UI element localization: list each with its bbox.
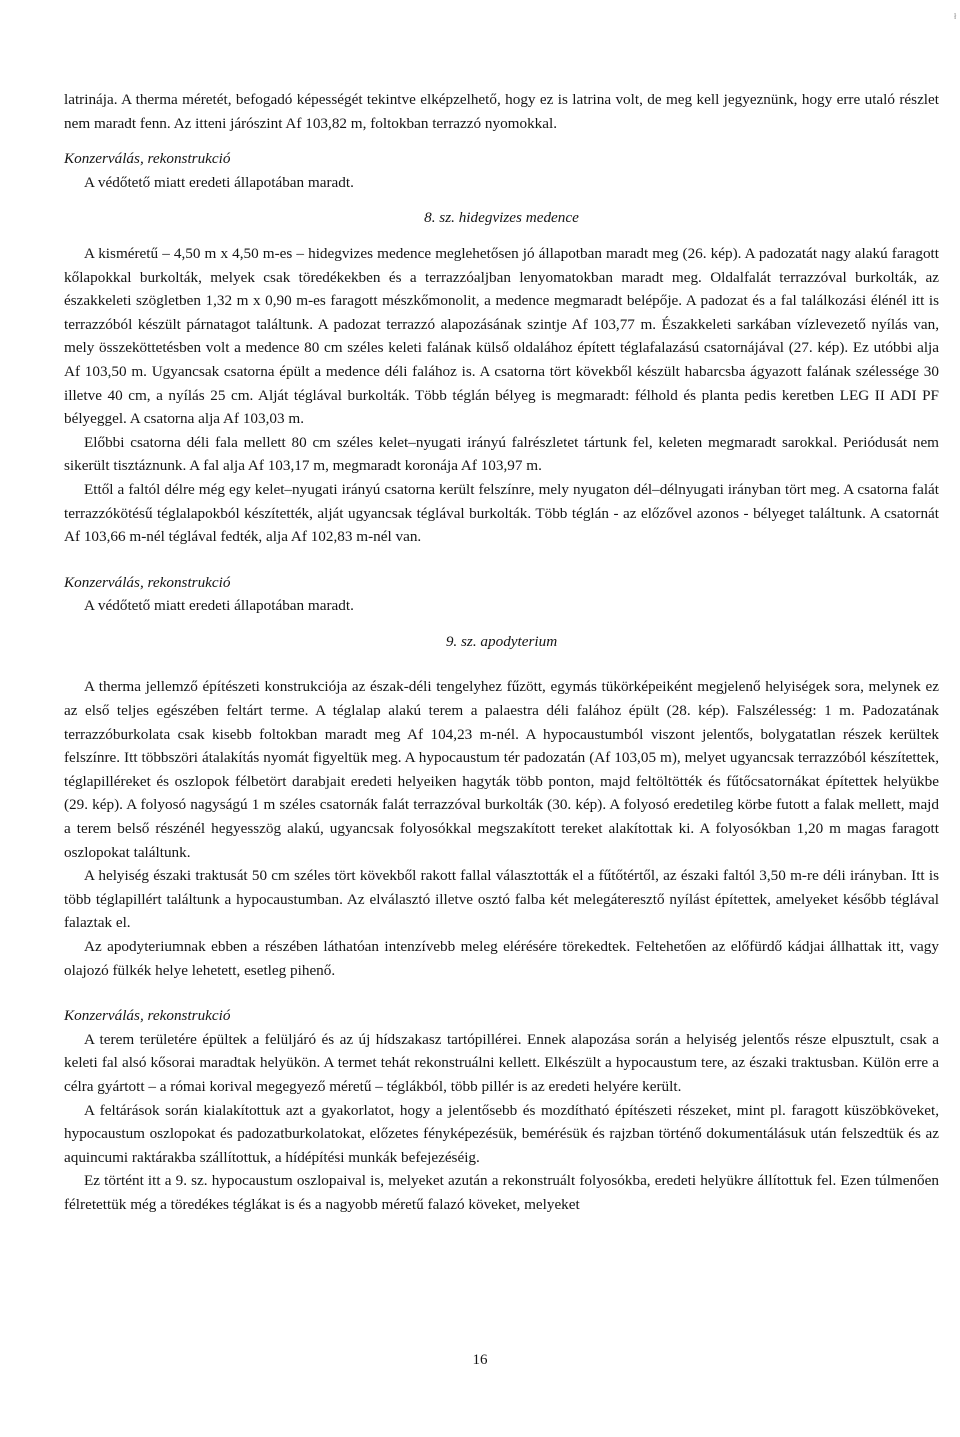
section-heading-konzervalas-2: Konzerválás, rekonstrukció xyxy=(64,573,231,591)
paragraph-apodyterium-meleg: Az apodyteriumnak ebben a részében láthatóan intenzívebb meleg elérésére törekedtek. Feltehetően az előfürdő kádjai állhattak itt, vagy olajozó fülkék helye lehetett, esetleg pihenő. xyxy=(64,938,939,979)
paragraph-latrina: latrinája. A therma méretét, befogadó képességét tekintve elképzelhető, hogy ez is latrina volt, de meg kell jegyeznünk, hogy erre utaló részlet nem maradt fenn. Az itteni járószint Af 103,82 m, foltokban terrazzó nyomokkal. xyxy=(64,91,939,132)
corner-mark: ł xyxy=(954,12,957,21)
paragraph-felularo: A terem területére épültek a felüljáró és az új hídszakasz tartópillérei. Ennek alapozása során a helyiség jelentős része elpusztult, csak a keleti fal alsó kősorai maradtak helyükön. A termet tehát rekonstruálni kellett. Elkészült a hypocaustum tere, az északi traktusban. Külön erre a célra gyártott – a római korival megegyező méretű – téglákból, több pillér is az eredeti helyére került. xyxy=(64,1030,939,1095)
paragraph-therma-konstrukcio: A therma jellemző építészeti konstrukciója az észak-déli tengelyhez fűzött, egymás tükörképeiként megjelenő helyiségek sora, melynek ez az első teljes egészében feltárt terme. A téglalap alakú terem a palaestra déli falához épült (28. kép). Falszélesség: 1 m. Padozatának terrazzóburkolata csak kisebb foltokban maradt meg Af 104,23 m-nél. A hypocaustumból viszont jelentős, bolygatatlan részek kerültek felszínre. Itt többszöri átalakítás nyomát figyeltük meg. A hypocaustum tér padozatán (Af 103,05 m), melyet ugyancsak terrazzóból készítettek, téglapilléreket és oszlopok félbetört darabjait eredeti helyeiken hagyták több ponton, majd feltöltötték és fűtőcsatornákat építettek helyükbe (29. kép). A folyosó nagyságú 1 m széles csatornák falát terrazzóval burkolták (30. kép). A folyosó eredetileg körbe futott a falak mellett, majd a terem belső részénél hegyesszög alakú, ugyancsak folyosókkal megszakított tereket alakítottak ki. A folyosókban 1,20 m magas faragott oszlopokat találtunk. xyxy=(64,678,939,861)
section-heading-konzervalas-1: Konzerválás, rekonstrukció xyxy=(64,150,231,168)
paragraph-vedoteto-1: A védőtető miatt eredeti állapotában maradt. xyxy=(84,173,354,191)
paragraph-vedoteto-2: A védőtető miatt eredeti állapotában maradt. xyxy=(84,597,354,615)
page-number: 16 xyxy=(472,1352,488,1368)
section-heading-hidegvizes-medence: 8. sz. hidegvizes medence xyxy=(424,209,579,227)
paragraph-kelet-nyugati-csatorna: Ettől a faltól délre még egy kelet–nyugati irányú csatorna került felszínre, mely nyugaton dél–délnyugati irányban tört meg. A csatorna falát terrazzókötésű téglalapokból készítették, alját ugyancsak téglával burkolták. Több téglán - az előzővel azonos - bélyeget találtunk. A csatornát Af 103,66 m-nél téglával fedték, alja Af 102,83 m-nél van. xyxy=(64,480,939,546)
document-page xyxy=(64,88,939,1217)
paragraph-csatorna-fal: Előbbi csatorna déli fala mellett 80 cm széles kelet–nyugati irányú falrészletet tártunk fel, keleten megmaradt sarokkal. Periódusát nem sikerült tisztáznunk. A fal alja Af 103,17 m, megmaradt koronája Af 103,97 m. xyxy=(64,433,939,475)
paragraph-medence-description: A kisméretű – 4,50 m x 4,50 m-es – hidegvizes medence meglehetősen jó állapotban maradt meg (26. kép). A padozatát nagy alakú faragott kőlapokkal burkolták, melyek csak töredékekben és a terrazzóaljban lenyomatokban maradt meg. Oldalfalát terrazzóval burkolták, az északkeleti szögletben 1,32 m x 0,90 m-es faragott mészkőmonolit, a medence megmaradt belépője. A padozat és a fal találkozási élénél itt is terrazzóból készült párnatagot találtunk. A padozat terrazzó alapozásának szintje Af 103,77 m. Északkeleti sarkában vízlevezető nyílás van, mely összeköttetésben volt a medence 80 cm széles keleti falának külső oldalához épített téglafalazású csatornájával (27. kép). Ez utóbbi alja Af 103,50 m. Ugyancsak csatorna épült a medence déli falához is. A csatorna tört kövekből készült habarcsba ágyazott falának szélessége 30 illetve 40 cm, a nyílás 25 cm. Alját téglával burkolták. Több téglán bélyeg is megmaradt: félhold és planta pedis keretben LEG II ADI PF bélyeggel. A csatorna alja Af 103,03 m. xyxy=(64,244,939,428)
paragraph-feltarasok-gyakorlat: A feltárások során kialakítottuk azt a gyakorlatot, hogy a jelentősebb és mozdítható építészeti részeket, mint pl. faragott küszöbköveket, hypocaustum oszlopokat és padozatburkolatokat, előzetes fényképezésük, bemérésük és rajzban történő dokumentálásuk után felszedtük és az aquincumi raktárakba szállítottuk, a hídépítési munkák befejezéséig. xyxy=(64,1101,939,1166)
section-heading-apodyterium: 9. sz. apodyterium xyxy=(445,632,558,650)
section-heading-konzervalas-3: Konzerválás, rekonstrukció xyxy=(64,1007,231,1025)
paragraph-oszlopok-felallitasa: Ez történt itt a 9. sz. hypocaustum oszlopaival is, melyeket azután a rekonstruált folyosókba, eredeti helyükre állítottuk fel. Ezen túlmenően félretettük még a töredékes téglákat is és a nagyobb méretű falazó köveket, melyeket xyxy=(64,1172,939,1213)
paragraph-eszaki-traktus: A helyiség északi traktusát 50 cm széles tört kövekből rakott fallal választották el a fűtőtértől, az északi faltól 3,50 m-re déli irányban. Itt is több téglapillért találtunk a hypocaustumban. Az elválasztó illetve osztó falba két melegáteresztő nyílást építettek, amelyeket később téglával falaztak el. xyxy=(64,867,939,932)
